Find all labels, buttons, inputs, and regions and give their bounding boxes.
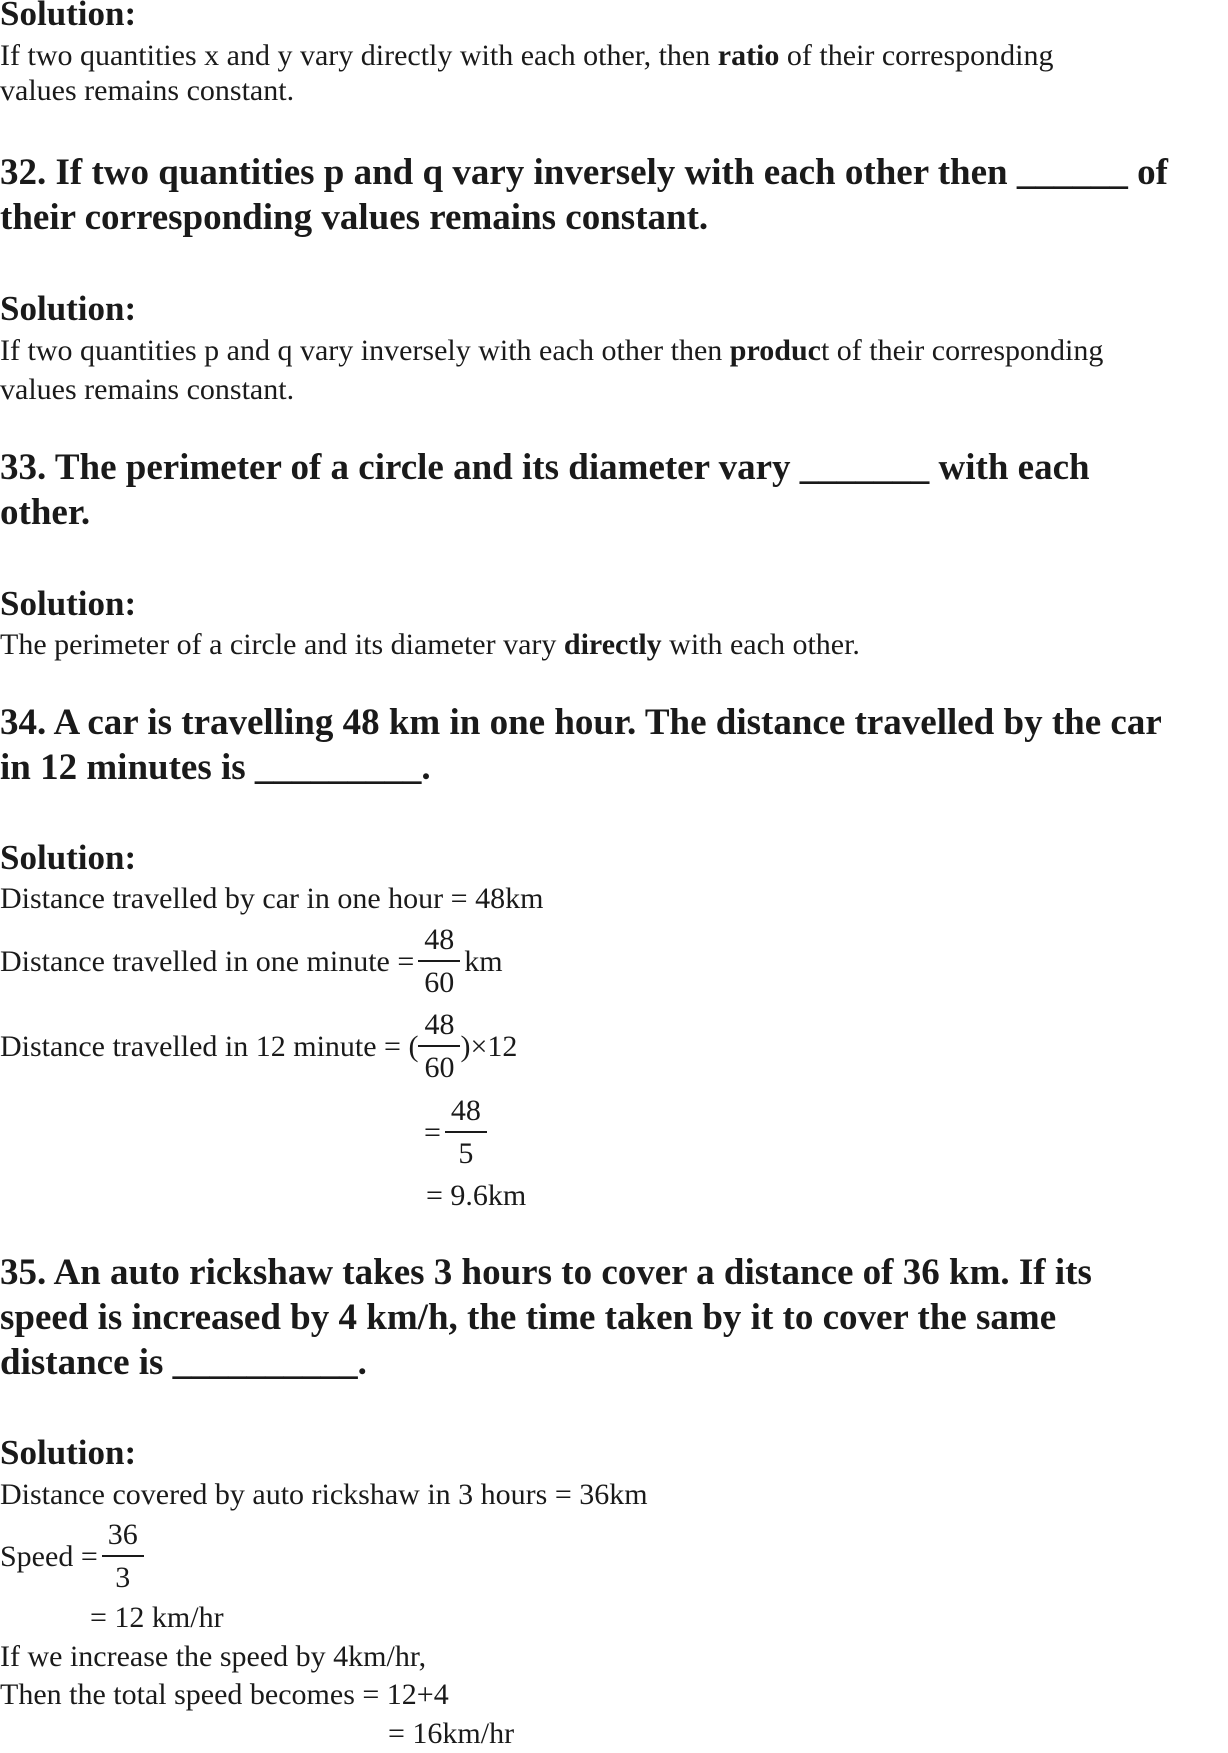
fraction: $\frac{48}{60}$ [418,1005,460,1089]
question-33-line-2: other. [0,492,91,533]
solution-34-line-1: Distance travelled by car in one hour = 48km [0,882,544,915]
solution-35-line-1: Distance covered by auto rickshaw in 3 hours = 36km [0,1478,648,1511]
solution-34-line-3: Distance travelled in 12 minute = ( $\frac{48}{60}$ )×12 [0,1005,517,1089]
solution-32-line-2: values remains constant. [0,373,295,406]
solution-33-line: The perimeter of a circle and its diameter vary directly with each other. [0,628,860,661]
solution-35-line-6: = 16km/hr [388,1717,515,1750]
question-35-line-2: speed is increased by 4 km/h, the time taken by it to cover the same [0,1297,1057,1338]
solution-heading: Solution: [0,0,137,33]
question-35-line-3: distance is __________. [0,1342,367,1383]
solution-heading: Solution: [0,584,137,623]
fraction: $\frac{36}{3}$ [102,1515,144,1599]
solution-heading: Solution: [0,838,137,877]
fraction: $\frac{48}{60}$ [418,920,460,1004]
question-34-line-2: in 12 minutes is _________. [0,747,431,788]
solution-34-line-2: Distance travelled in one minute = $\frac{48}{60}$ km [0,920,503,1004]
question-35-line-1: 35. An auto rickshaw takes 3 hours to cover a distance of 36 km. If its [0,1252,1092,1293]
solution-heading: Solution: [0,1433,137,1472]
question-32-line-1: 32. If two quantities p and q vary inversely with each other then ______ of [0,152,1168,193]
question-32-line-2: their corresponding values remains constant. [0,197,709,238]
solution-35-line-4: If we increase the speed by 4km/hr, [0,1640,427,1673]
fraction: $\frac{48}{5}$ [445,1091,487,1175]
solution-35-line-2: Speed = $\frac{36}{3}$ [0,1515,148,1599]
question-34-line-1: 34. A car is travelling 48 km in one hour. The distance travelled by the car [0,702,1162,743]
solution-heading: Solution: [0,289,137,328]
solution-34-line-5: = 9.6km [426,1179,527,1212]
question-33-line-1: 33. The perimeter of a circle and its diameter vary _______ with each [0,447,1090,488]
solution-31-line-1: If two quantities x and y vary directly with each other, then ratio of their corresponding [0,39,1054,72]
solution-35-line-3: = 12 km/hr [90,1601,224,1634]
solution-31-line-2: values remains constant. [0,74,295,107]
solution-32-line-1: If two quantities p and q vary inversely with each other then product of their corresponding [0,334,1104,367]
solution-34-line-4: = $\frac{48}{5}$ [424,1091,491,1175]
solution-35-line-5: Then the total speed becomes = 12+4 [0,1678,449,1711]
